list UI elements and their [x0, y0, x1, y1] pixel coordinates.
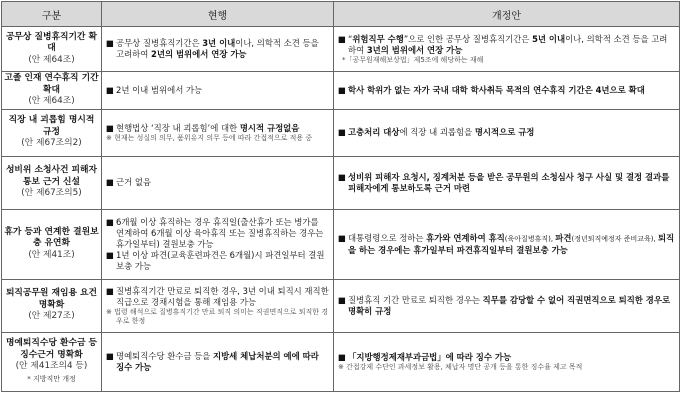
- emphasis: 지방세 체납처분의 예에 따라 징수 가능: [116, 350, 319, 372]
- text: 6개월 이상 휴직하는 경우 휴직일(출산휴가 또는 병가를 연계하여 6개월 이상 육아휴직 또는 질병휴직하는 경우는 휴가일부터) 결원보충 가능: [116, 216, 324, 249]
- emphasis: 5년 이내: [532, 33, 566, 44]
- category-cell: [2, 279, 102, 332]
- bullet-icon: ■: [338, 171, 346, 182]
- proposed-cell: [334, 209, 680, 279]
- text: 이나, 의학적 소견 등을 고려하여: [348, 33, 668, 55]
- current-cell: [102, 209, 334, 279]
- text: 이나, 의학적 소견 등을 고려하여: [116, 38, 319, 59]
- bullet-icon: ■: [106, 84, 114, 95]
- footnote: ※ 현재는 성실의 의무, 품위유지 의무 등에 따라 간접적으로 적용 중: [106, 133, 313, 142]
- category-footnote: * 지방직만 개정: [27, 374, 76, 383]
- text: 현행법상 ‘직장 내 괴롭힘’에 대한: [116, 122, 240, 133]
- footnote: ※ 간접강제 수단인 과세정보 활용, 체납자 명단 공개 등을 통한 징수율 제고 목적: [338, 362, 583, 371]
- emphasis: 명시적으로 규정: [474, 127, 535, 137]
- bullet-icon: ■: [106, 38, 114, 48]
- category-cell: [2, 27, 102, 72]
- comparison-table: [1, 1, 680, 392]
- bullet-icon: ■: [338, 84, 346, 95]
- current-cell: [102, 109, 334, 156]
- text: 명예퇴직수당 환수금 등을: [116, 350, 213, 361]
- text: 대통령령으로 정하는: [348, 232, 427, 243]
- current-cell: [102, 72, 334, 110]
- proposed-cell: [334, 332, 680, 391]
- header-proposed: 개정안: [334, 2, 680, 27]
- proposed-cell: [334, 72, 680, 110]
- bullet-icon: ■: [106, 285, 114, 296]
- emphasis: 퇴직을 하는 경우에는 휴가일부터 파견휴직일부터 결원보충 가능: [348, 232, 675, 255]
- text: 학사 학위가 없는 자가 국내 대학 학사취득 목적의 연수휴직 기간은 4년으로 확대: [348, 84, 645, 95]
- table-row: [2, 209, 680, 279]
- text: 1년 이상 파견(교육훈련파견은 6개월)시 파견일부터 결원 보충 가능: [116, 249, 325, 271]
- text: 근거 없음: [116, 177, 152, 187]
- emphasis: 명시적 규정없음: [239, 122, 300, 133]
- table-row: [2, 279, 680, 332]
- proposed-cell: [334, 156, 680, 209]
- article-ref: (안 제27조): [28, 311, 75, 322]
- current-cell: [102, 332, 334, 391]
- text: 질병휴직 기간 만료로 퇴직한 경우는: [348, 294, 483, 305]
- bullet-icon: ■: [338, 351, 346, 362]
- text: 공무상 질병휴직기간은: [116, 38, 203, 48]
- text: ”으로 인한 공무상 질병휴직기간은: [403, 33, 533, 44]
- bullet-icon: ■: [338, 127, 346, 137]
- table-row: [2, 156, 680, 209]
- emphasis: 파견: [555, 232, 572, 243]
- bullet-icon: ■: [106, 249, 114, 260]
- bullet-icon: ■: [338, 33, 346, 44]
- text: 성비위 피해자 요청시, 징계처분 등을 받은 공무원의 소청심사 청구 사실 및 결정 결과를 피해자에게 통보하도록 근거 마련: [348, 171, 670, 193]
- article-ref: (안 제67조의2): [21, 138, 82, 149]
- emphasis: 휴가와 연계하여 휴직: [426, 232, 505, 243]
- header-row: [2, 2, 680, 27]
- emphasis: 고충처리 대상: [348, 127, 400, 137]
- current-cell: [102, 27, 334, 72]
- article-ref: (안 제64조): [28, 96, 75, 106]
- footnote: *「공무원재해보상법」제5조에 해당하는 재해: [342, 55, 484, 64]
- category-title: 명예퇴직수당 환수금 등 징수근거 명확화: [5, 338, 98, 360]
- category-title: 퇴직공무원 재임용 요건 명확화: [5, 288, 98, 310]
- current-cell: [102, 279, 334, 332]
- category-title: 고졸 인재 연수휴직 기간 확대: [4, 73, 99, 95]
- article-ref: (안 제64조): [28, 54, 75, 65]
- table-row: [2, 72, 680, 110]
- footnote: ※ 법령 해석으로 질병휴직기간 만료 퇴직 의미는 직권면직으로 퇴직한 경우로 한정: [106, 307, 328, 325]
- category-cell: [2, 332, 102, 391]
- category-title: 성비위 소청사건 피해자 통보 근거 신설: [5, 165, 98, 187]
- header-current: 현행: [102, 2, 334, 27]
- category-cell: [2, 156, 102, 209]
- category-title: 직장 내 괴롭힘 명시적 규정: [8, 115, 95, 137]
- text: 2년 이내 범위에서 가능: [116, 84, 203, 95]
- current-cell: [102, 156, 334, 209]
- emphasis: 「지방행정제재부과금법」에 따라 징수 가능: [348, 351, 512, 362]
- article-ref: (안 제41조): [28, 249, 75, 260]
- table-row: [2, 332, 680, 391]
- emphasis: 3년 이내: [202, 38, 236, 48]
- category-cell: [2, 209, 102, 279]
- bullet-icon: ■: [338, 232, 346, 243]
- header-category: 구분: [2, 2, 102, 27]
- emphasis: 직무를 감당할 수 없어 직권면직으로 퇴직한 경우로 명확히 규정: [348, 294, 671, 316]
- emphasis: 위험직무 수행: [352, 33, 404, 44]
- category-cell: [2, 72, 102, 110]
- bullet-icon: ■: [338, 294, 346, 305]
- category-title: 공무상 질병휴직기간 확대: [5, 31, 98, 54]
- proposed-cell: ■ “위험직무 수행”으로 인한 공무상 질병휴직기간은 5년 이내이나, 의학적 소견 등을 고려하여 3년의 범위에서 연장 가능 *「공무원재해보상법」제5조에 해당하는 재해: [334, 27, 680, 72]
- bullet-icon: ■: [106, 177, 114, 187]
- article-ref: (안 제41조의4 등): [15, 361, 88, 371]
- text: 에 직장 내 괴롭힘을: [399, 127, 475, 137]
- text: (육아질병휴직),: [504, 234, 556, 243]
- table-row: [2, 27, 680, 72]
- emphasis: 2년의 범위에서 연장 가능: [151, 49, 247, 59]
- proposed-cell: [334, 109, 680, 156]
- category-cell: [2, 109, 102, 156]
- table-row: [2, 109, 680, 156]
- category-title: 휴가 등과 연계한 결원보충 유연화: [4, 226, 99, 249]
- bullet-icon: ■: [106, 350, 114, 361]
- proposed-cell: [334, 279, 680, 332]
- bullet-icon: ■: [106, 122, 114, 133]
- emphasis: 3년의 범위에서 연장 가능: [366, 44, 463, 55]
- bullet-icon: ■: [106, 216, 114, 227]
- text: 질병휴직기간 만료로 퇴직한 경우, 3년 이내 퇴직시 재직한 직급으로 경채시험을 통해 재임용 가능: [116, 285, 329, 307]
- text: (정년퇴직예정자 준비교육),: [571, 234, 658, 243]
- article-ref: (안 제67조의5): [21, 188, 82, 199]
